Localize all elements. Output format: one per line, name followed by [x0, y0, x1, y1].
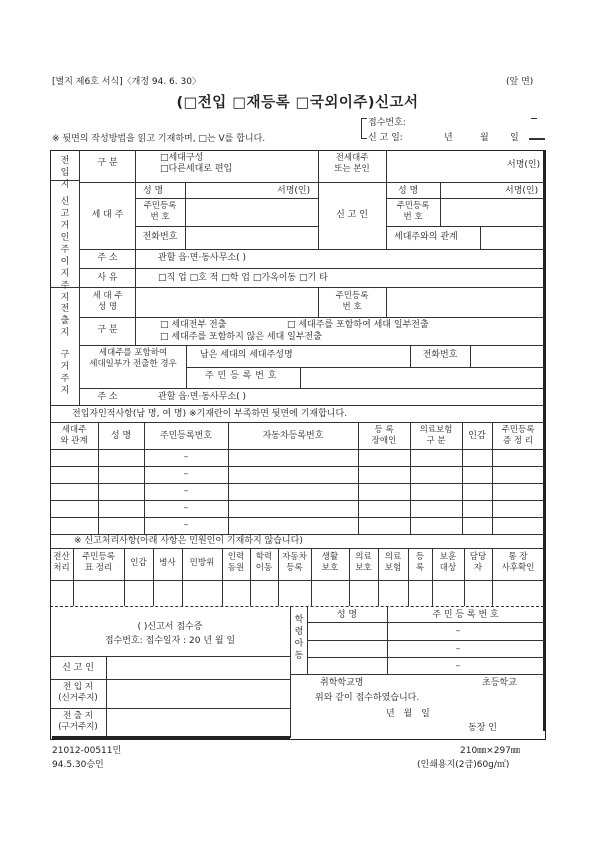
moveout-address-label: 주 소 — [97, 392, 118, 402]
receipt-date-line: 년 월 일 — [386, 709, 430, 719]
remaining-phone-input[interactable] — [471, 347, 543, 365]
moveout-option-with-head[interactable]: □ 세대주를 포함하여 세대 일부전출 — [287, 320, 429, 330]
movein-address-value[interactable]: 관할 읍·면·동사무소( ) — [158, 253, 247, 263]
head-name-label: 성 명 — [143, 186, 164, 196]
proc-col-rrn: 주민등록 표 정리 — [82, 552, 115, 573]
proc-col-vehicle: 자동차 등록 — [282, 552, 307, 573]
table-row[interactable]: – — [183, 486, 189, 496]
reporter-label: 신 고 인 — [336, 210, 368, 220]
reporter-rrn-input[interactable] — [441, 200, 543, 225]
moveout-sub-label: 구거주지 — [60, 350, 70, 396]
proc-col-veterans: 보훈 대상 — [439, 552, 457, 573]
year-label: 년 — [444, 133, 453, 143]
prev-head-label: 전세대주 또는 본인 — [334, 153, 370, 174]
report-date-label: 신 고 일: — [368, 133, 403, 143]
receipt-reporter-label: 신 고 인 — [62, 663, 94, 673]
movein-address-label: 주 소 — [97, 253, 118, 263]
movein-sub-label: 신고거인주이지주지 — [60, 197, 70, 303]
moveout-option-all[interactable]: □ 세대전부 전출 — [160, 320, 227, 330]
reporter-rrn-label: 주민등록 번 호 — [396, 201, 430, 222]
paper-size: 210㎜×297㎜ — [460, 746, 520, 756]
head-rrn-input[interactable] — [186, 200, 317, 225]
receipt-moveout-label: 전 출 지 (구거주지) — [58, 711, 98, 732]
remaining-rrn-label: 주 민 등 록 번 호 — [205, 371, 277, 381]
receipt-confirm-text: 위와 같이 접수하였습니다. — [315, 693, 420, 703]
proc-col-staff: 담당 자 — [469, 552, 487, 573]
children-rrn-1[interactable]: – — [455, 626, 461, 636]
children-rrn-label: 주 민 등 록 번 호 — [432, 610, 499, 620]
receipt-line: 접수번호: 접수일자 : 20 년 월 일 — [104, 636, 236, 646]
month-label: 월 — [480, 133, 489, 143]
col-idcard: 주민등록 증 정 리 — [501, 425, 535, 446]
col-seal: 인감 — [468, 431, 486, 441]
col-rrn: 주민등록번호 — [159, 431, 213, 441]
moveout-head-rrn-input[interactable] — [387, 289, 543, 315]
col-insurance: 의료보험 구 분 — [419, 425, 453, 446]
reason-options[interactable]: □직 업 □호 적 □학 업 □가옥이동 □기 타 — [158, 273, 328, 283]
head-phone-input[interactable] — [186, 228, 317, 248]
proc-col-medical-insurance: 의료 보험 — [384, 552, 402, 573]
col-car-reg: 자동차등록번호 — [262, 431, 324, 441]
proc-col-manpower: 인력 동원 — [227, 552, 245, 573]
remaining-rrn-input[interactable] — [301, 369, 543, 387]
col-name: 성 명 — [110, 431, 132, 441]
movein-section-label: 전입지 — [60, 156, 70, 190]
movers-caption: 전입자인적사항(남 명, 여 명) ※기재란이 부족하면 뒷면에 기재합니다. — [72, 409, 348, 419]
moveout-head-rrn-label: 주민등록 번 호 — [335, 291, 369, 312]
proc-col-military: 병사 — [159, 558, 176, 568]
dong-chief-seal: 동장 인 — [468, 723, 497, 733]
paper-type: (인쇄용지(2급)60g/㎡) — [417, 760, 510, 770]
receipt-title: ( )신고서 접수증 — [137, 622, 203, 632]
col-disabled: 등 록 장애인 — [371, 425, 397, 446]
proc-col-education: 학력 이동 — [255, 552, 273, 573]
page-side-label: (앞 면) — [506, 77, 534, 87]
table-row[interactable]: – — [183, 503, 189, 513]
reporter-signature[interactable]: 서명(인) — [505, 186, 539, 196]
form-code: 21012-00511민 — [52, 746, 122, 756]
moveout-head-name-label: 세 대 주 성 명 — [92, 291, 123, 312]
category-option-new-household[interactable]: □세대구성 — [160, 153, 204, 163]
moveout-section-label: 전출지 — [60, 304, 70, 338]
moveout-head-name-input[interactable] — [136, 289, 317, 315]
proc-col-computer: 전산 처리 — [53, 552, 70, 573]
head-signature[interactable]: 서명(인) — [277, 186, 311, 196]
proc-col-tongjang: 통 장 사후확인 — [501, 552, 535, 573]
instruction-text: ※ 뒷면의 작성방법을 읽고 기재하며, □는 V를 합니다. — [52, 134, 266, 144]
form-number: [별지 제6호 서식]〈개정 94. 6. 30〉 — [52, 77, 201, 87]
proc-col-livelihood: 생활 보호 — [321, 552, 339, 573]
proc-col-medical-aid: 의료 보호 — [355, 552, 372, 573]
receipt-no-label: 접수번호: — [368, 118, 406, 128]
remaining-head-label: 남은 세대의 세대주성명 — [200, 350, 293, 360]
school-suffix: 초등학교 — [482, 678, 517, 688]
children-rrn-3[interactable]: – — [455, 661, 461, 671]
proc-col-seal: 인감 — [130, 558, 147, 568]
category-option-join-household[interactable]: □다른세대로 편입 — [160, 164, 233, 174]
table-row[interactable]: – — [183, 520, 189, 530]
processing-caption: ※ 신고처리사항(아래 사항은 민원인이 기재하지 않습니다) — [74, 536, 303, 546]
category-label: 구 분 — [97, 158, 118, 168]
table-row[interactable]: – — [183, 452, 189, 462]
proc-col-registration: 등 록 — [415, 552, 425, 573]
proc-col-civil-defense: 민방위 — [189, 558, 215, 568]
remaining-phone-label: 전화번호 — [422, 350, 458, 360]
col-relation: 세대주 와 관계 — [60, 425, 88, 446]
relation-input[interactable] — [481, 228, 543, 248]
remaining-head-input[interactable] — [336, 347, 410, 365]
page-title: (□전입 □재등록 □국외이주)신고서 — [176, 95, 419, 111]
table-row[interactable]: – — [183, 469, 189, 479]
reporter-name-label: 성 명 — [398, 186, 419, 196]
children-rrn-2[interactable]: – — [455, 644, 461, 654]
school-name-label: 취학학교명 — [320, 678, 364, 688]
moveout-address-value[interactable]: 관할 읍·면·동사무소( ) — [158, 392, 247, 402]
day-label: 일 — [510, 133, 519, 143]
head-rrn-label: 주민등록 번 호 — [143, 201, 177, 222]
school-children-label: 학령아동 — [294, 615, 304, 661]
head-phone-label: 전화번호 — [142, 232, 178, 242]
reason-label: 사 유 — [97, 273, 118, 283]
head-label: 세 대 주 — [91, 210, 124, 220]
moveout-category-label: 구 분 — [97, 325, 118, 335]
prev-head-signature[interactable]: 서명(인) — [507, 160, 541, 170]
approval-date: 94.5.30승인 — [52, 760, 104, 770]
children-name-label: 성 명 — [336, 610, 358, 620]
receipt-movein-label: 전 입 지 (신거주지) — [58, 682, 98, 703]
moveout-option-without-head[interactable]: □ 세대주를 포함하지 않은 세대 일부전출 — [160, 332, 322, 342]
relation-label: 세대주와의 관계 — [394, 232, 458, 242]
partial-moveout-label: 세대주를 포함하여 세대일부가 전출한 경우 — [89, 348, 177, 369]
